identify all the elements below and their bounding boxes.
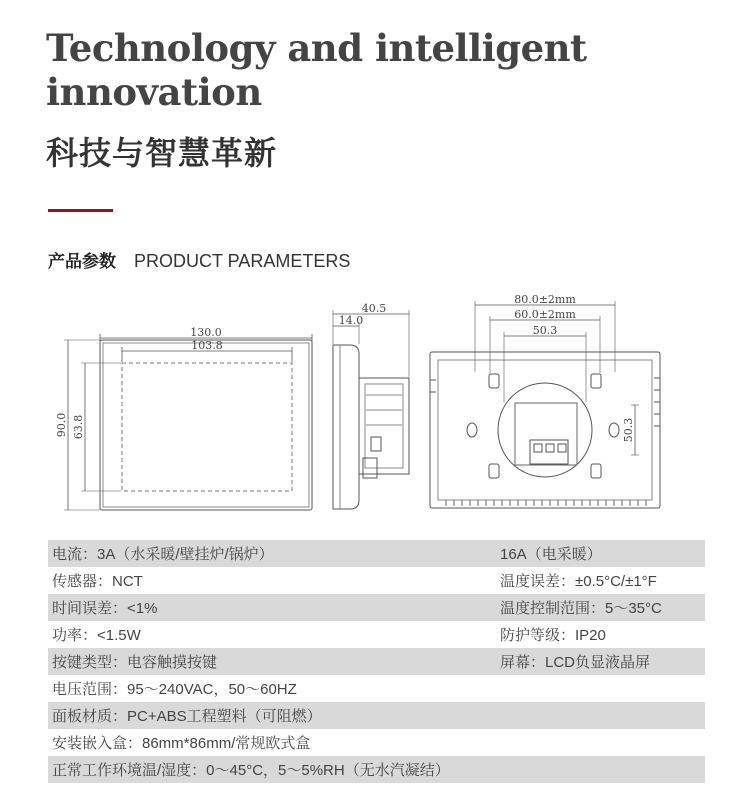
section-heading-en: PRODUCT PARAMETERS (134, 251, 351, 271)
param-cell-left: 按键类型：电容触摸按键 (52, 654, 218, 671)
param-cell-left: 安装嵌入盒：86mm*86mm/常规欧式盒 (52, 735, 311, 752)
param-cell-right: 16A（电采暖） (500, 546, 602, 563)
param-row (48, 540, 705, 567)
param-cell-left: 正常工作环境温/湿度：0～45°C，5～5%RH（无水汽凝结） (52, 762, 450, 779)
param-cell-left: 电流：3A（水采暖/壁挂炉/锅炉） (52, 546, 274, 563)
section-heading-cn: 产品参数 (48, 252, 116, 272)
dim-front-width-outer: 130.0 (190, 326, 222, 339)
param-cell-left: 功率：<1.5W (52, 627, 141, 644)
dim-side-depth-front: 14.0 (338, 314, 364, 327)
dimension-drawing (0, 290, 750, 520)
dim-back-span-1: 80.0±2mm (514, 293, 576, 306)
dim-back-span-3: 50.3 (532, 324, 558, 337)
param-cell-left: 面板材质：PC+ABS工程塑料（可阻燃） (52, 708, 322, 725)
param-row (48, 594, 705, 621)
page-title-chinese: 科技与智慧革新 (46, 134, 278, 172)
param-row (48, 729, 705, 756)
dim-back-height: 50.3 (622, 417, 635, 443)
dim-front-height-inner: 63.8 (72, 414, 85, 440)
param-row (48, 648, 705, 675)
param-cell-left: 传感器：NCT (52, 573, 143, 590)
front-view (64, 334, 312, 510)
dim-front-width-inner: 103.8 (191, 339, 223, 352)
dim-front-height-outer: 90.0 (55, 412, 68, 438)
param-row (48, 675, 705, 702)
param-row (48, 621, 705, 648)
param-cell-right: 温度误差：±0.5°C/±1°F (500, 573, 657, 590)
param-row (48, 567, 705, 594)
dim-side-depth-total: 40.5 (361, 302, 387, 315)
param-cell-right: 屏幕：LCD负显液晶屏 (500, 654, 651, 671)
page-title-english: Technology and intelligent innovation (46, 26, 587, 114)
back-view-bottom-ticks (446, 500, 646, 506)
param-cell-right: 温度控制范围：5～35°C (500, 600, 662, 617)
param-cell-left: 时间误差：<1% (52, 600, 158, 617)
side-view (333, 310, 409, 509)
dim-back-span-2: 60.0±2mm (514, 308, 576, 321)
param-row (48, 756, 705, 783)
param-cell-right: 防护等级：IP20 (500, 627, 606, 644)
accent-divider (48, 209, 113, 212)
param-cell-left: 电压范围：95～240VAC，50～60HZ (52, 681, 297, 698)
section-heading (48, 247, 350, 273)
param-row (48, 702, 705, 729)
parameters-table (48, 540, 705, 783)
